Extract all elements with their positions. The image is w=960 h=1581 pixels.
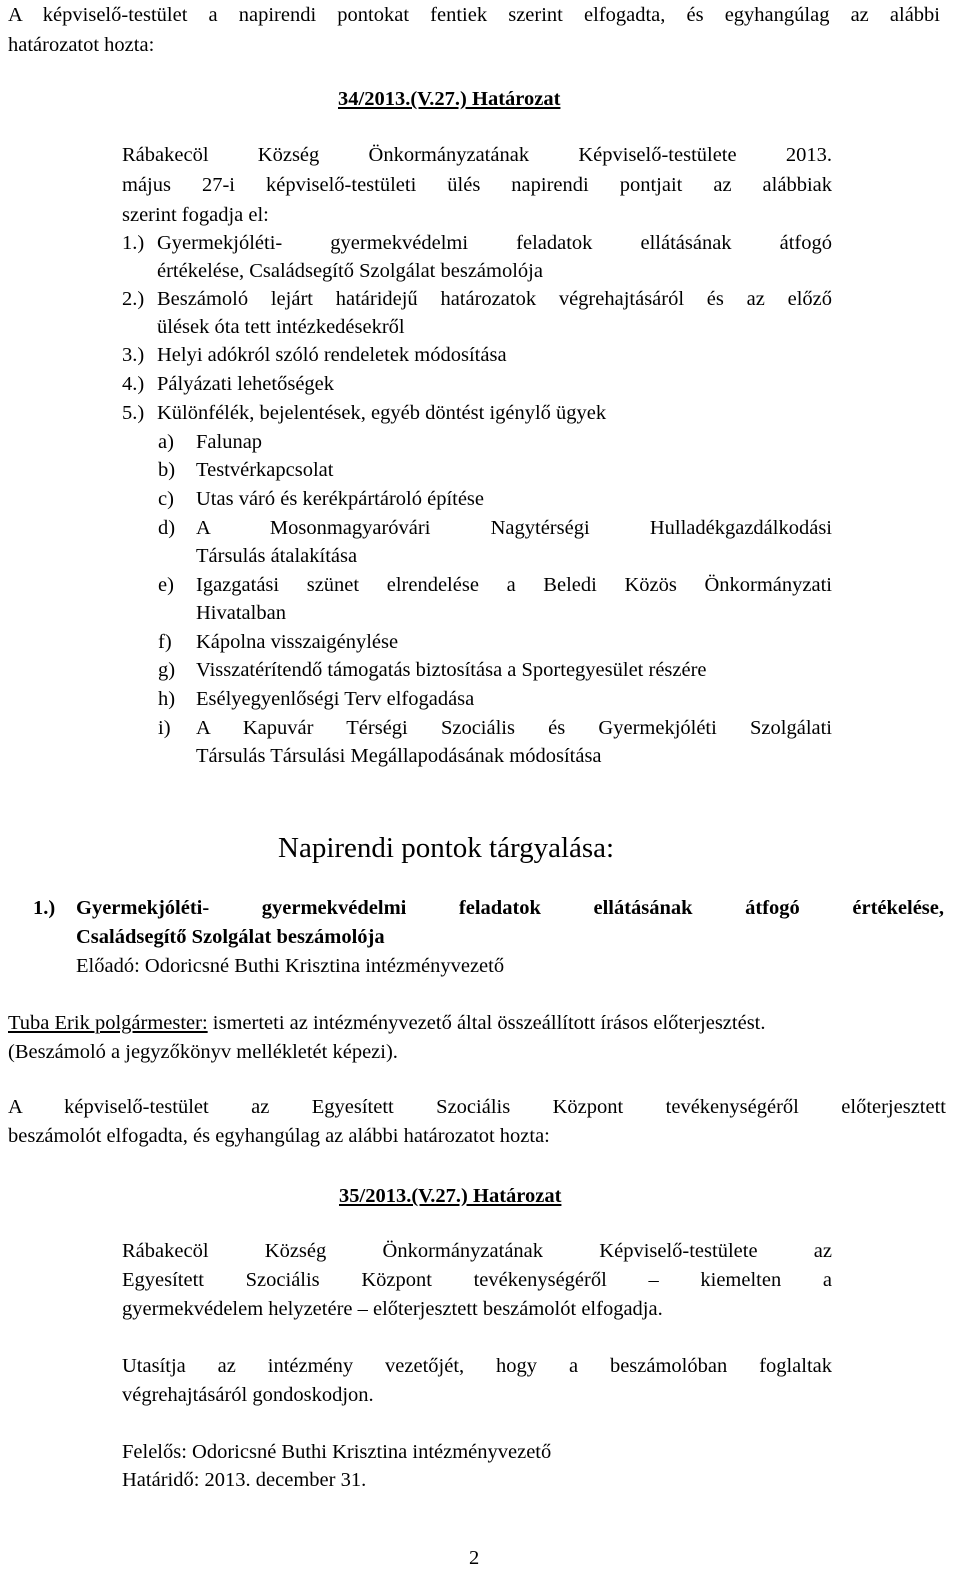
subitem-e-line-1: Igazgatási szünet elrendelése a Beledi Közös Önkormányzati xyxy=(196,574,832,596)
agenda-item-2-number: 2.) xyxy=(122,288,145,310)
decision-line-2: beszámolót elfogadta, és egyhangúlag az alábbi határozatot hozta: xyxy=(8,1125,550,1147)
agenda-item-1-line-2: értékelése, Családsegítő Szolgálat beszámolója xyxy=(157,260,543,282)
agenda-item-4-number: 4.) xyxy=(122,373,145,395)
agenda-1-number: 1.) xyxy=(33,897,56,919)
agenda-1-title-line-2: Családsegítő Szolgálat beszámolója xyxy=(76,926,385,948)
resolution-1-text-line-3: szerint fogadja el: xyxy=(122,204,269,226)
agenda-item-2-line-2: ülések óta tett intézkedésekről xyxy=(157,316,405,338)
speaker-name: Tuba Erik polgármester: xyxy=(8,1012,208,1034)
subitem-a-text: Falunap xyxy=(196,431,263,453)
subitem-a-letter: a) xyxy=(158,431,174,453)
subitem-d-line-1: A Mosonmagyaróvári Nagytérségi Hulladékgazdálkodási xyxy=(196,517,832,539)
agenda-1-title-line-1: Gyermekjóléti- gyermekvédelmi feladatok ellátásának átfogó értékelése, xyxy=(76,897,944,919)
agenda-item-2-line-1: Beszámoló lejárt határidejű határozatok végrehajtásáról és az előző xyxy=(157,288,832,310)
subitem-i-letter: i) xyxy=(158,717,171,739)
agenda-item-1-line-1: Gyermekjóléti- gyermekvédelmi feladatok ellátásának átfogó xyxy=(157,232,832,254)
subitem-g-text: Visszatérítendő támogatás biztosítása a Sportegyesület részére xyxy=(196,659,707,681)
resolution-2-p1-line-3: gyermekvédelem helyzetére – előterjesztett beszámolót elfogadja. xyxy=(122,1298,663,1320)
subitem-h-letter: h) xyxy=(158,688,176,710)
agenda-item-1-number: 1.) xyxy=(122,232,145,254)
subitem-h-text: Esélyegyenlőségi Terv elfogadása xyxy=(196,688,475,710)
resolution-1-title: 34/2013.(V.27.) Határozat xyxy=(338,88,561,110)
discussion-text: ismerteti az intézményvezető által összeállított írásos előterjesztést. xyxy=(207,1012,766,1034)
decision-line-1: A képviselő-testület az Egyesített Szociális Központ tevékenységéről előterjesztett xyxy=(8,1096,946,1118)
agenda-item-5-number: 5.) xyxy=(122,402,145,424)
intro-line-2: határozatot hozta: xyxy=(8,34,155,56)
subitem-e-letter: e) xyxy=(158,574,174,596)
subitem-d-letter: d) xyxy=(158,517,176,539)
subitem-i-line-1: A Kapuvár Térségi Szociális és Gyermekjóléti Szolgálati xyxy=(196,717,832,739)
resolution-1-text-line-2: május 27-i képviselő-testületi ülés napirendi pontjait az alábbiak xyxy=(122,174,832,196)
resolution-2-p2-line-2: végrehajtásáról gondoskodjon. xyxy=(122,1384,374,1406)
resolution-2-p1-line-2: Egyesített Szociális Központ tevékenységéről – kiemelten a xyxy=(122,1269,832,1291)
subitem-e-line-2: Hivatalban xyxy=(196,602,286,624)
subitem-b-letter: b) xyxy=(158,459,176,481)
agenda-item-3-number: 3.) xyxy=(122,344,145,366)
agenda-item-5-line-1: Különfélék, bejelentések, egyéb döntést igénylő ügyek xyxy=(157,402,607,424)
subitem-c-letter: c) xyxy=(158,488,174,510)
agenda-item-4-line-1: Pályázati lehetőségek xyxy=(157,373,335,395)
subitem-b-text: Testvérkapcsolat xyxy=(196,459,334,481)
resolution-1-text-line-1: Rábakecöl Község Önkormányzatának Képviselő-testülete 2013. xyxy=(122,144,832,166)
page-number: 2 xyxy=(469,1547,480,1569)
section-heading: Napirendi pontok tárgyalása: xyxy=(278,832,615,864)
resolution-2-title: 35/2013.(V.27.) Határozat xyxy=(339,1185,562,1207)
subitem-f-letter: f) xyxy=(158,631,172,653)
subitem-d-line-2: Társulás átalakítása xyxy=(196,545,358,567)
resolution-2-p1-line-1: Rábakecöl Község Önkormányzatának Képviselő-testülete az xyxy=(122,1240,832,1262)
resolution-2-p2-line-1: Utasítja az intézmény vezetőjét, hogy a beszámolóban foglaltak xyxy=(122,1355,832,1377)
discussion-line-1 xyxy=(8,1013,766,1034)
subitem-c-text: Utas váró és kerékpártároló építése xyxy=(196,488,485,510)
subitem-f-text: Kápolna visszaigénylése xyxy=(196,631,399,653)
resolution-2-deadline: Határidő: 2013. december 31. xyxy=(122,1469,367,1491)
subitem-g-letter: g) xyxy=(158,659,176,681)
agenda-item-3-line-1: Helyi adókról szóló rendeletek módosítása xyxy=(157,344,507,366)
agenda-1-presenter: Előadó: Odoricsné Buthi Krisztina intézményvezető xyxy=(76,955,505,977)
resolution-2-responsible: Felelős: Odoricsné Buthi Krisztina intézményvezető xyxy=(122,1441,552,1463)
intro-line-1: A képviselő-testület a napirendi pontokat fentiek szerint elfogadta, és egyhangúlag az alábbi xyxy=(8,4,940,26)
subitem-i-line-2: Társulás Társulási Megállapodásának módosítása xyxy=(196,745,602,767)
discussion-line-2: (Beszámoló a jegyzőkönyv mellékletét képezi). xyxy=(8,1041,398,1063)
